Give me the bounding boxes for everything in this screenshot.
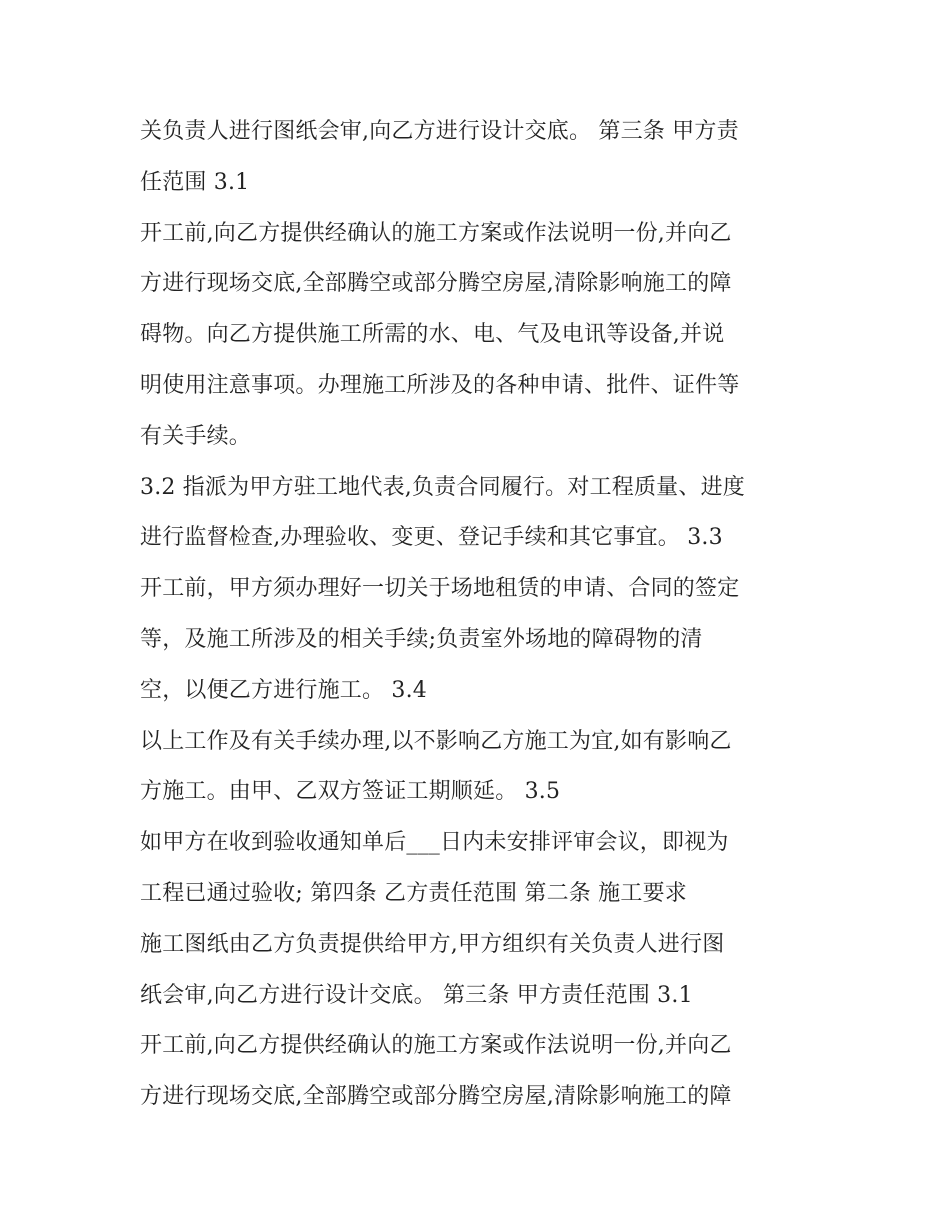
- text-line: 开工前，甲方须办理好一切关于场地租赁的申请、合同的签定: [140, 576, 740, 602]
- text-line: 关负责人进行图纸会审,向乙方进行设计交底。 第三条 甲方责: [140, 119, 739, 144]
- text-line: 开工前,向乙方提供经确认的施工方案或作法说明一份,并向乙: [140, 1033, 732, 1059]
- text-line: 等，及施工所涉及的相关手续;负责室外场地的障碍物的清: [140, 626, 703, 652]
- text-line: 如甲方在收到验收通知单后___日内未安排评审会议，即视为: [140, 830, 729, 856]
- text-line: 明使用注意事项。办理施工所涉及的各种申请、批件、证件等: [140, 372, 740, 398]
- text-line: 3.2 指派为甲方驻工地代表,负责合同履行。对工程质量、进度: [140, 474, 745, 500]
- text-line: 任范围 3.1: [140, 169, 250, 195]
- text-line: 碍物。向乙方提供施工所需的水、电、气及电讯等设备,并说: [140, 322, 725, 348]
- text-line: 施工图纸由乙方负责提供给甲方,甲方组织有关负责人进行图: [140, 931, 725, 957]
- text-line: 进行监督检查,办理验收、变更、登记手续和其它事宜。 3.3: [140, 525, 723, 551]
- text-line: 方进行现场交底,全部腾空或部分腾空房屋,清除影响施工的障: [140, 271, 732, 297]
- text-line: 纸会审,向乙方进行设计交底。 第三条 甲方责任范围 3.1: [140, 982, 693, 1008]
- text-line: 方进行现场交底,全部腾空或部分腾空房屋,清除影响施工的障: [140, 1084, 732, 1110]
- text-line: 方施工。由甲、乙双方签证工期顺延。 3.5: [140, 779, 561, 805]
- text-line: 有关手续。: [140, 423, 252, 449]
- contract-text: [140, 107, 830, 1123]
- text-line: 以上工作及有关手续办理,以不影响乙方施工为宜,如有影响乙: [140, 728, 732, 754]
- text-line: 工程已通过验收; 第四条 乙方责任范围 第二条 施工要求: [140, 880, 687, 906]
- text-line: 开工前,向乙方提供经确认的施工方案或作法说明一份,并向乙: [140, 220, 732, 246]
- text-line: 空，以便乙方进行施工。 3.4: [140, 677, 427, 703]
